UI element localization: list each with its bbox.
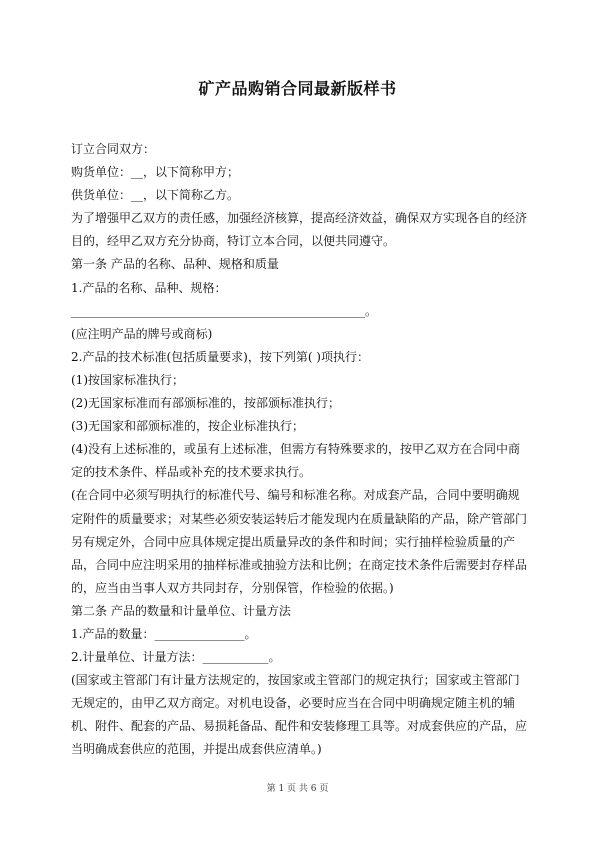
paragraph-standard-3: (3)无国家和部颁标准的，按企业标准执行；: [71, 419, 304, 434]
paragraph-purpose: 为了增强甲乙双方的责任感，加强经济核算，提高经济效益，确保双方实现各自的经济目的，经甲乙双方充分协商，特订立本合同，以便共同遵守。: [71, 211, 528, 249]
paragraph-product-name-blank: _________________________________________________。: [71, 303, 378, 318]
paragraph-parties-heading: 订立合同双方：: [71, 142, 156, 156]
paragraph-quantity: 1.产品的数量：_______________。: [71, 626, 257, 641]
paragraph-product-name: 1.产品的名称、品种、规格：: [71, 280, 227, 295]
paragraph-buyer: 购货单位：__，以下简称甲方；: [71, 165, 240, 180]
paragraph-measurement: 2.计量单位、计量方法：___________。: [71, 650, 281, 665]
paragraph-standard-4: (4)没有上述标准的，或虽有上述标准，但需方有特殊要求的，按甲乙双方在合同中商定的技术条件、样品或补充的技术要求执行。: [71, 442, 521, 480]
document-title: 矿产品购销合同最新版样书: [198, 79, 397, 98]
paragraph-standard-1: (1)按国家标准执行；: [71, 372, 184, 387]
article-2-heading: 第二条 产品的数量和计量单位、计量方法: [71, 603, 291, 618]
paragraph-brand-note: (应注明产品的牌号或商标): [71, 326, 213, 341]
paragraph-measurement-note: (国家或主管部门有计量方法规定的，按国家或主管部门的规定执行；国家或主管部门无规定的，由甲乙双方商定。对机电设备，必要时应当在合同中明确规定随主机的辅机、附件、配套的产品、易损耗备品、配件和安装修理工具等。对成套供应的产品，应当明确成套供应的范围，并提出成套供应清单。): [71, 673, 528, 757]
page-number-footer: 第 1 页 共 6 页: [266, 784, 329, 794]
document-body: [71, 138, 531, 762]
article-1-heading: 第一条 产品的名称、品种、规格和质量: [71, 257, 279, 272]
paragraph-standard-note: (在合同中必须写明执行的标准代号、编号和标准名称。对成套产品，合同中要明确规定附件的质量要求；对某些必须安装运转后才能发现内在质量缺陷的产品，除产管部门另有规定外，合同中应具体规定提出质量异改的条件和时间；实行抽样检验质量的产品，合同中应注明采用的抽样标准或抽验方法和比例；在商定技术条件后需要封存样品的，应当由当事人双方共同封存，分别保管，作检验的依据。): [71, 488, 528, 595]
paragraph-supplier: 供货单位：__，以下简称乙方。: [71, 188, 240, 203]
paragraph-tech-standard: 2.产品的技术标准(包括质量要求)，按下列第( )项执行：: [71, 349, 369, 364]
paragraph-standard-2: (2)无国家标准而有部颁标准的，按部颁标准执行；: [71, 396, 340, 411]
